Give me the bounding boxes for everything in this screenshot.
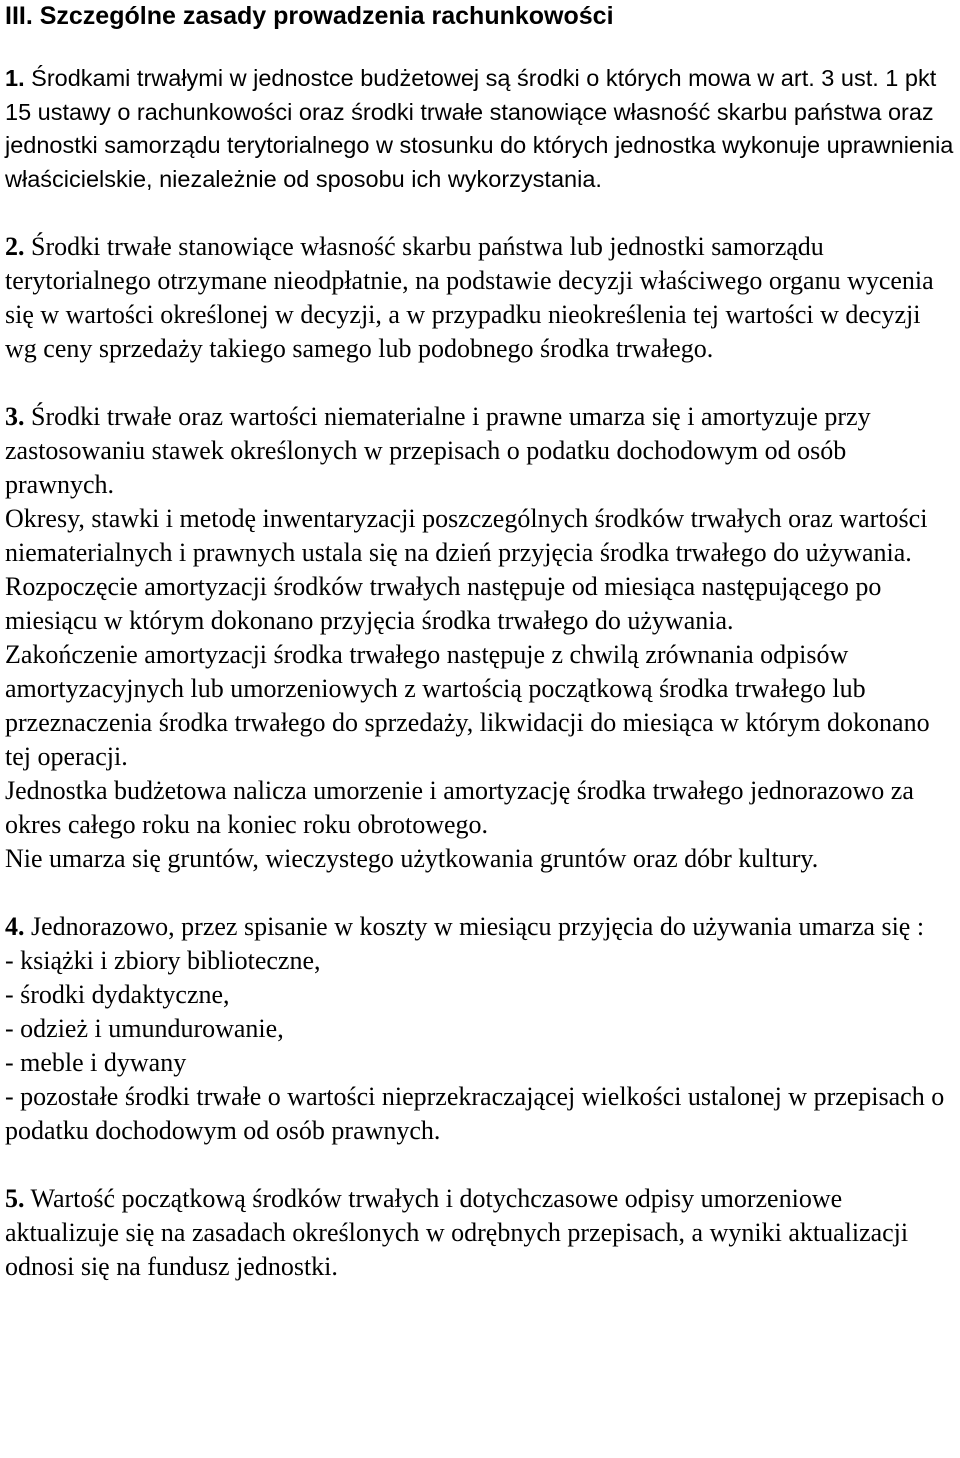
- paragraph-1: [5, 62, 955, 196]
- paragraph-2-number: 2.: [5, 232, 25, 261]
- paragraph-3-number: 3.: [5, 402, 25, 431]
- list-item: - pozostałe środki trwałe o wartości nieprzekraczającej wielkości ustalonej w przepisach o podatku dochodowym od osób prawnych.: [5, 1082, 945, 1145]
- paragraph-4: [5, 910, 955, 1148]
- list-item: - odzież i umundurowanie,: [5, 1014, 284, 1043]
- paragraph-5-number: 5.: [5, 1184, 25, 1213]
- paragraph-5-text: Wartość początkową środków trwałych i dotychczasowe odpisy umorzeniowe aktualizuje się na zasadach określonych w odrębnych przepisach, a wyniki aktualizacji odnosi się na fundusz jednostki.: [5, 1184, 909, 1281]
- paragraph-3: [5, 400, 955, 876]
- list-item: - środki dydaktyczne,: [5, 980, 230, 1009]
- paragraph-3-line: Okresy, stawki i metodę inwentaryzacji poszczególnych środków trwałych oraz wartości niematerialnych i prawnych ustala się na dzień przyjęcia środka trwałego do używania.: [5, 504, 928, 567]
- list-item: - meble i dywany: [5, 1048, 187, 1077]
- section-title: III. Szczególne zasady prowadzenia rachunkowości: [5, 2, 614, 30]
- paragraph-1-number: 1.: [5, 65, 25, 91]
- paragraph-4-text: Jednorazowo, przez spisanie w koszty w miesiącu przyjęcia do używania umarza się :: [24, 912, 925, 941]
- paragraph-3-intro: [5, 400, 955, 502]
- paragraph-5: [5, 1182, 955, 1284]
- paragraph-3-text: Środki trwałe oraz wartości niematerialne i prawne umarza się i amortyzuje przy zastosowaniu stawek określonych w przepisach o podatku dochodowym od osób prawnych.: [5, 402, 871, 499]
- document-page: [5, 0, 955, 1284]
- paragraph-3-line: Zakończenie amortyzacji środka trwałego następuje z chwilą zrównania odpisów amortyzacyjnych lub umorzeniowych z wartością początkową środka trwałego lub przeznaczenia środka trwałego do sprzedaży, likwidacji do miesiąca w którym dokonano tej operacji.: [5, 640, 930, 771]
- list-item: - książki i zbiory biblioteczne,: [5, 946, 321, 975]
- paragraph-3-line: Jednostka budżetowa nalicza umorzenie i amortyzację środka trwałego jednorazowo za okres całego roku na koniec roku obrotowego.: [5, 776, 914, 839]
- paragraph-2: [5, 230, 955, 366]
- paragraph-3-line: Rozpoczęcie amortyzacji środków trwałych następuje od miesiąca następującego po miesiącu w którym dokonano przyjęcia środka trwałego do używania.: [5, 572, 882, 635]
- paragraph-2-text: Środki trwałe stanowiące własność skarbu państwa lub jednostki samorządu terytorialnego otrzymane nieodpłatnie, na podstawie decyzji właściwego organu wycenia się w wartości określonej w decyzji, a w przypadku nieokreślenia tej wartości w decyzji wg ceny sprzedaży takiego samego lub podobnego środka trwałego.: [5, 232, 934, 363]
- paragraph-3-line: Nie umarza się gruntów, wieczystego użytkowania gruntów oraz dóbr kultury.: [5, 844, 819, 873]
- paragraph-4-intro: [5, 910, 955, 944]
- paragraph-1-text: Środkami trwałymi w jednostce budżetowej są środki o których mowa w art. 3 ust. 1 pkt 15 ustawy o rachunkowości oraz środki trwałe stanowiące własność skarbu państwa oraz jednostki samorządu terytorialnego w stosunku do których jednostka wykonuje uprawnienia właścicielskie, niezależnie od sposobu ich wykorzystania.: [5, 65, 954, 192]
- paragraph-4-number: 4.: [5, 912, 25, 941]
